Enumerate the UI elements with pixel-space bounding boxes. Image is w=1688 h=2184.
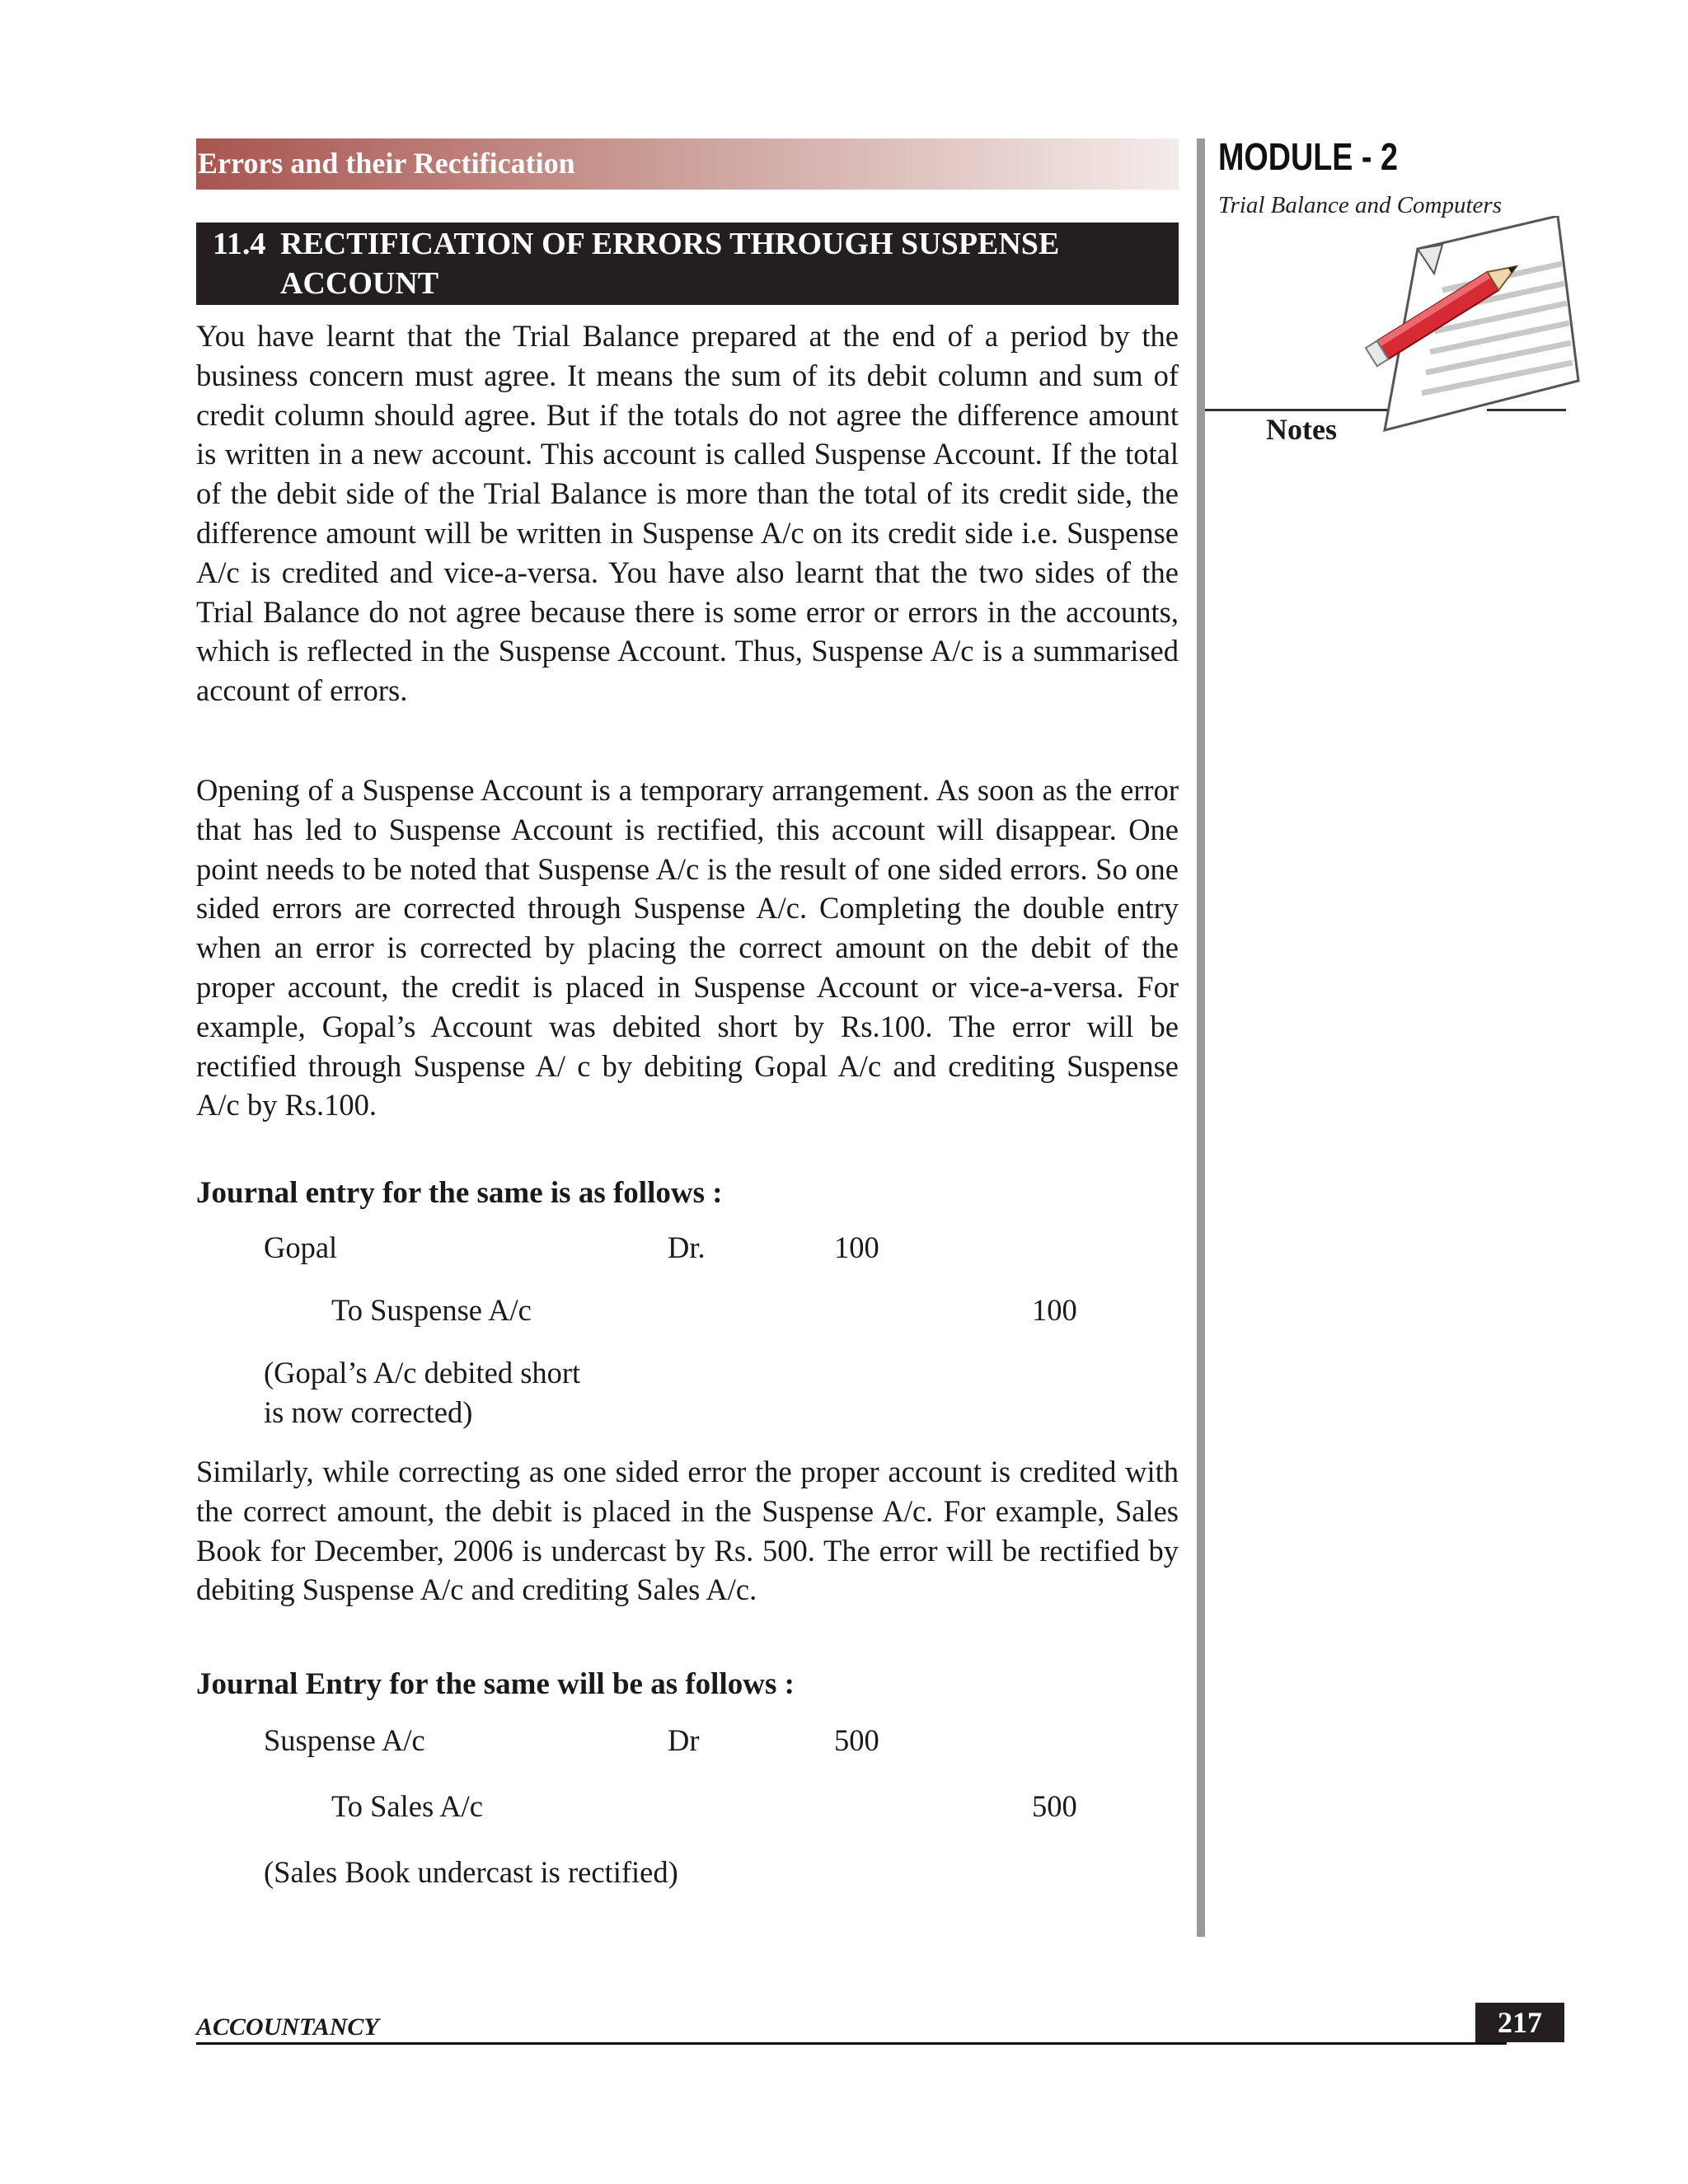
section-number: 11.4 — [213, 227, 266, 261]
paragraph-intro: You have learnt that the Trial Balance prepared at the end of a period by the business concern must agree. It means the sum of its debit column and sum of credit column should agree. But if the totals do not agree the difference amount is written in a new account. This account is called Suspense Account. If the total of the debit side of the Trial Balance is more than the total of its credit side, the difference amount will be written in Suspense A/c on its credit side i.e. Suspense A/c is credited and vice-a-versa. You have also learnt that the two sides of the Trial Balance do not agree because there is some error or errors in the accounts, which is reflected in the Suspense Account. Thus, Suspense A/c is a summarised account of errors. — [196, 319, 1179, 708]
debit-amount: 500 — [834, 1723, 879, 1757]
journal-heading-1: Journal entry for the same is as follows : — [196, 1176, 723, 1210]
footer-subject: ACCOUNTANCY — [196, 2013, 379, 2041]
credit-amount: 500 — [1032, 1789, 1077, 1823]
narration: (Sales Book undercast is rectified) — [264, 1855, 678, 1889]
debit-account: Gopal — [264, 1230, 338, 1264]
notes-label: Notes — [1266, 413, 1337, 446]
dr-label: Dr — [668, 1723, 700, 1757]
narration-line2: is now corrected) — [264, 1395, 473, 1429]
page-number: 217 — [1475, 2003, 1564, 2042]
journal-heading-2: Journal Entry for the same will be as follows : — [196, 1667, 795, 1701]
section-title-line1: RECTIFICATION OF ERRORS THROUGH SUSPENSE — [280, 227, 1060, 261]
section-title-line2: ACCOUNT — [280, 266, 439, 301]
credit-amount: 100 — [1032, 1293, 1077, 1327]
dr-label: Dr. — [668, 1230, 706, 1264]
module-title: MODULE - 2 — [1218, 135, 1398, 178]
section-title — [213, 224, 1170, 303]
debit-amount: 100 — [834, 1230, 879, 1264]
credit-account: To Sales A/c — [331, 1789, 483, 1823]
footer-rule — [196, 2042, 1507, 2045]
chapter-title: Errors and their Rectification — [198, 147, 575, 180]
credit-account: To Suspense A/c — [331, 1293, 532, 1327]
notes-pencil-icon — [1352, 216, 1582, 447]
debit-account: Suspense A/c — [264, 1723, 425, 1757]
paragraph-suspense: Opening of a Suspense Account is a temporary arrangement. As soon as the error that has led to Suspense Account is rectified, this account will disappear. One point needs to be noted that Suspense A/c is the result of one sided errors. So one sided errors are corrected through Suspense A/c. Completing the double entry when an error is corrected by placing the correct amount on the debit of the proper account, the credit is placed in Suspense Account or vice-a-versa. For example, Gopal’s Account was debited short by Rs.100. The error will be rectified through Suspense A/ c by debiting Gopal A/c and crediting Suspense A/c by Rs.100. — [196, 773, 1179, 1122]
paragraph-credit-example: Similarly, while correcting as one sided error the proper account is credited with the correct amount, the debit is placed in the Suspense A/c. For example, Sales Book for December, 2006 is undercast by Rs. 500. The error will be rectified by debiting Suspense A/c and crediting Sales A/c. — [196, 1455, 1179, 1607]
module-subtitle: Trial Balance and Computers — [1218, 192, 1502, 218]
narration-line1: (Gopal’s A/c debited short — [264, 1356, 581, 1390]
margin-divider — [1197, 138, 1205, 1937]
